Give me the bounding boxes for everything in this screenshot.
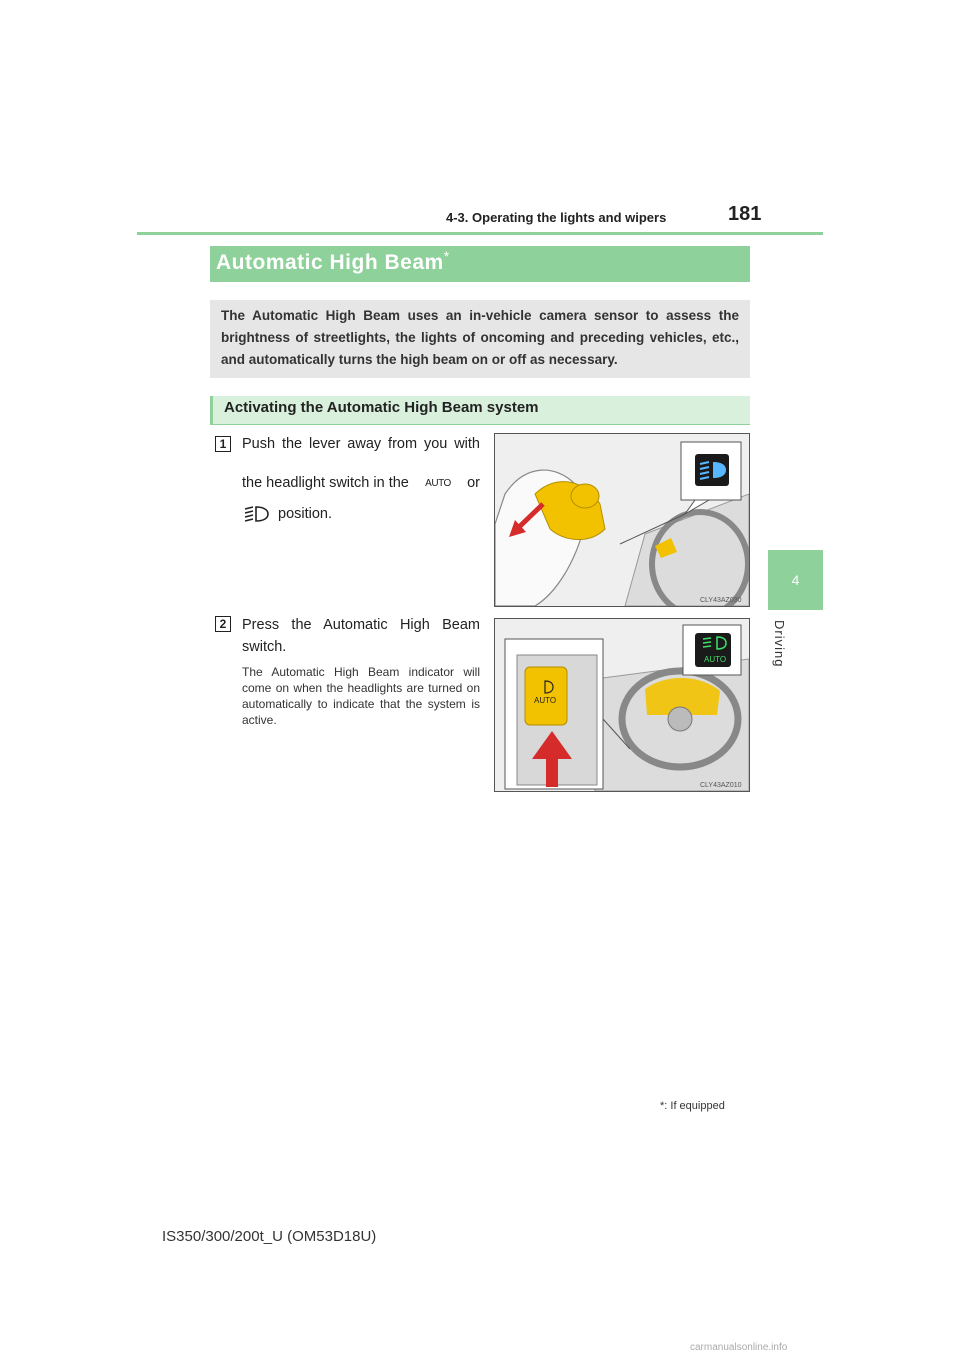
chapter-label: Driving: [772, 620, 787, 668]
subsection-title: Activating the Automatic High Beam system: [224, 399, 539, 416]
title-mark: *: [443, 248, 450, 264]
figure-2-code: CLY43AZ010: [700, 782, 742, 789]
headlight-icon: [242, 504, 272, 524]
indicator-auto-label: AUTO: [704, 655, 727, 664]
step-1-line-b-text: the headlight switch in the: [242, 475, 409, 491]
figure-lever: [494, 433, 750, 607]
step-1-line-c-text: position.: [278, 506, 333, 522]
section-header: 4-3. Operating the lights and wipers: [446, 210, 667, 225]
footnote-mark: *: [660, 1100, 665, 1112]
intro-box: [210, 300, 750, 378]
intro-text: The Automatic High Beam uses an in-vehicle camera sensor to assess the brightness of streetlights, the lights of oncoming and preceding vehicles, etc., and automatically turns the high beam on or off as necessary.: [221, 308, 739, 367]
step-1-line-a: Push the lever away from you with: [242, 436, 480, 452]
step-2-text: Press the Automatic High Beam switch.: [242, 617, 480, 655]
step-1-text: [242, 436, 480, 524]
chapter-number: 4: [791, 572, 800, 588]
chapter-tab[interactable]: [768, 550, 823, 610]
watermark: carmanualsonline.info: [690, 1342, 788, 1353]
page-number: 181: [728, 203, 762, 225]
step-number: 1: [215, 436, 231, 452]
switch-illustration: [495, 619, 749, 791]
step-1-line-c: [242, 504, 480, 524]
footnote-text: : If equipped: [664, 1100, 725, 1112]
title-text: Automatic High Beam: [216, 251, 444, 274]
switch-auto-label: AUTO: [534, 696, 557, 705]
auto-switch-icon: AUTO: [425, 477, 451, 489]
figure-1-code: CLY43AZ030: [700, 597, 742, 604]
header-rule: [137, 232, 823, 235]
subsection-rule: [210, 424, 750, 425]
step-number: 2: [215, 616, 231, 632]
lever-illustration: [495, 434, 749, 606]
subsection-bar: [210, 396, 750, 424]
footnote: [660, 1100, 725, 1112]
footer-model: IS350/300/200t_U (OM53D18U): [162, 1228, 377, 1245]
title-bar: [210, 246, 750, 282]
step-1-line-b: [242, 466, 480, 500]
step-1-or: or: [467, 475, 480, 491]
figure-switch: [494, 618, 750, 792]
page-title: [216, 248, 450, 275]
step-2-note: The Automatic High Beam indicator will come on when the headlights are turned on automatically to indicate that the system is active.: [242, 665, 480, 727]
